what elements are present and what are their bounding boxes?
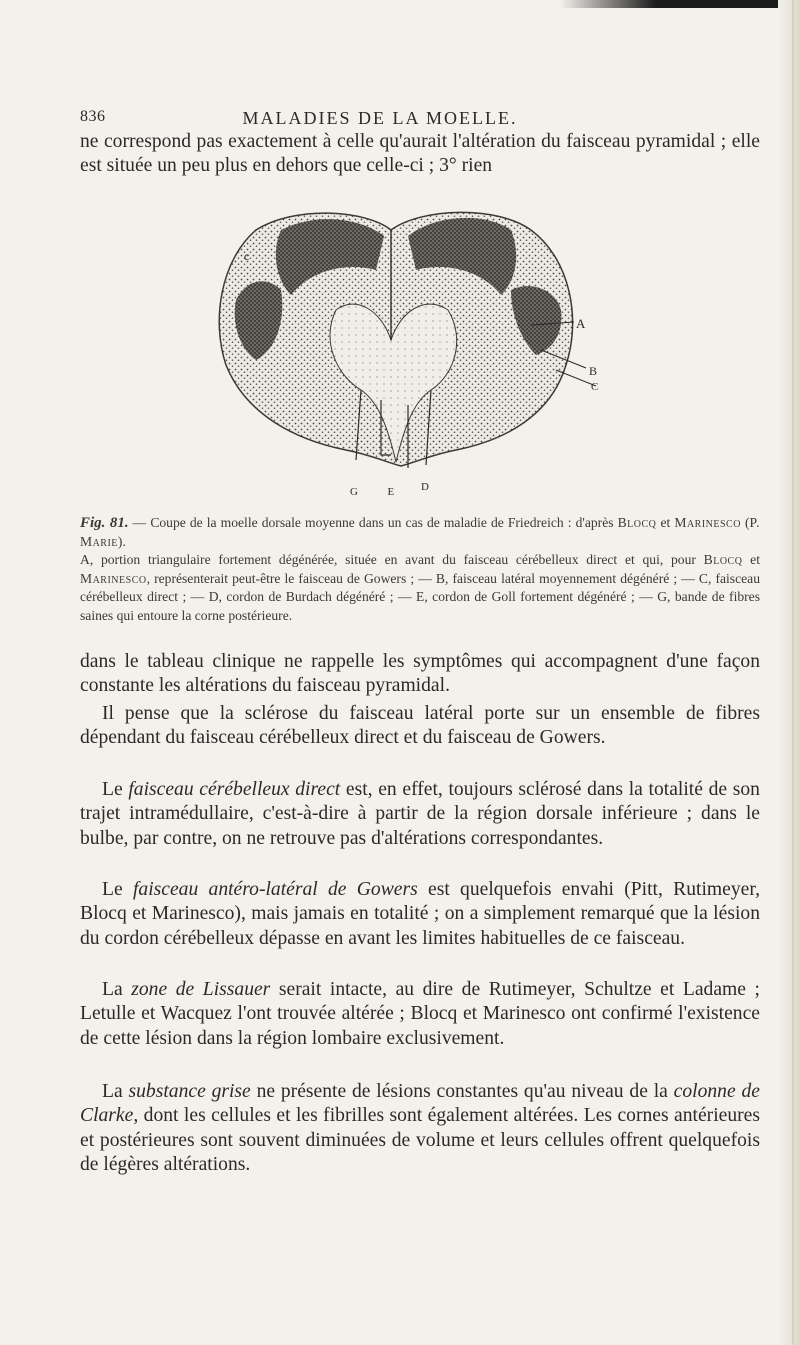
figure-number: Fig. 81. — [80, 515, 129, 531]
body-p5-lead: La — [102, 979, 132, 1000]
body-p6-lead: La — [102, 1081, 129, 1102]
body-p6-emphasis-2: colonne de Clarke — [80, 1081, 760, 1127]
body-paragraph-5 — [80, 978, 760, 1051]
body-p3-text: est, en effet, toujours sclérosé dans la totalité de son trajet intramédullaire, c'est-à-dire à partir de la région dorsale inférieure ; dans le bulbe, par contre, on ne retrouve pas d'altérations correspondantes. — [80, 779, 760, 849]
figure-caption — [80, 514, 760, 626]
body-p4-emphasis: faisceau antéro-latéral de Gowers — [132, 879, 418, 900]
caption-legend-part2: , représenterait peut-être le faisceau de Gowers ; — B, faisceau latéral moyennement dégénéré ; — C, faisceau cérébelleux direct ; — D, cordon de Burdach dégénéré ; — E, cordon de Goll fortement dégénéré ; — G, bande de fibres saines qui entoure la corne postérieure. — [80, 570, 760, 623]
caption-author-marinesco: Marinesco — [674, 515, 741, 530]
caption-author-blocq-2: Blocq — [703, 552, 743, 568]
label-e-text: E — [387, 486, 395, 498]
spinal-cord-section-drawing — [186, 200, 606, 490]
body-p4-text: est quelquefois envahi (Pitt, Rutimeyer, Blocq et Marinesco), mais jamais en totalité ; on a simplement remarqué que la lésion du cordon cérébelleux dépasse en avant les limites habituelles de ce faisceau. — [80, 879, 760, 949]
body-paragraph-6 — [80, 1080, 760, 1178]
page-right-edge — [778, 0, 800, 1345]
label-g-text: G — [350, 486, 358, 498]
caption-paren-open: ( — [740, 515, 750, 530]
body-p3-lead: Le — [102, 779, 129, 800]
body-p6-emphasis-1: substance grise — [128, 1081, 251, 1102]
label-b: B — [589, 364, 598, 378]
body-p5-text: serait intacte, au dire de Rutimeyer, Schultze et Ladame ; Letulle et Wacquez l'ont trouvée altérée ; Blocq et Marinesco ont confirmé l'existence de cette lésion dans la région lombaire exclusivement. — [80, 979, 760, 1049]
intro-paragraph — [80, 130, 760, 179]
spinal-cord-figure — [186, 200, 606, 490]
caption-author-marie: P. Marie — [80, 515, 760, 549]
body-p6-text: , dont les cellules et les fibrilles sont également altérées. Les cornes antérieures et postérieures sont souvent diminuées de volume et leurs cellules offrent quelquefois de légères altérations. — [80, 1105, 760, 1176]
page-top-edge — [560, 0, 800, 8]
label-c-right: C — [591, 381, 599, 393]
body-p4-lead: Le — [102, 879, 133, 900]
caption-title: — Coupe de la moelle dorsale moyenne dans un cas de maladie de Friedreich : d'après — [128, 515, 618, 530]
body-p1-text: dans le tableau clinique ne rappelle les symptômes qui accompagnent d'une façon constante les altérations du faisceau pyramidal. — [80, 651, 760, 697]
body-paragraph-2 — [80, 702, 760, 751]
body-p5-emphasis: zone de Lissauer — [131, 979, 271, 1000]
intro-text: ne correspond pas exactement à celle qu'aurait l'altération du faisceau pyramidal ; elle est située un peu plus en dehors que celle-ci ; 3° rien — [80, 131, 760, 177]
body-paragraph-1 — [80, 650, 760, 699]
body-paragraph-3 — [80, 778, 760, 851]
label-c-left: c — [244, 249, 250, 263]
caption-and: et — [656, 515, 675, 530]
body-p6-mid: ne présente de lésions constantes qu'au niveau de la — [250, 1081, 674, 1102]
caption-author-blocq: Blocq — [617, 515, 657, 530]
body-p2-text: Il pense que la sclérose du faisceau latéral porte sur un ensemble de fibres dépendant du faisceau cérébelleux direct et du faisceau de Gowers. — [80, 703, 760, 749]
caption-and-2: et — [742, 552, 760, 568]
caption-author-marinesco-2: Marinesco — [80, 570, 147, 586]
page-number: 836 — [80, 108, 106, 125]
caption-paren-close: ). — [117, 533, 126, 549]
label-d: D — [421, 481, 429, 490]
running-title: MALADIES DE LA MOELLE. — [242, 108, 518, 128]
caption-legend-part1: A, portion triangulaire fortement dégénérée, située en avant du faisceau cérébelleux direct et qui, pour — [80, 552, 704, 568]
body-paragraph-4 — [80, 878, 760, 951]
figure-bottom-labels — [350, 486, 394, 498]
body-p3-emphasis: faisceau cérébelleux direct — [128, 779, 341, 800]
label-a: A — [576, 316, 586, 331]
